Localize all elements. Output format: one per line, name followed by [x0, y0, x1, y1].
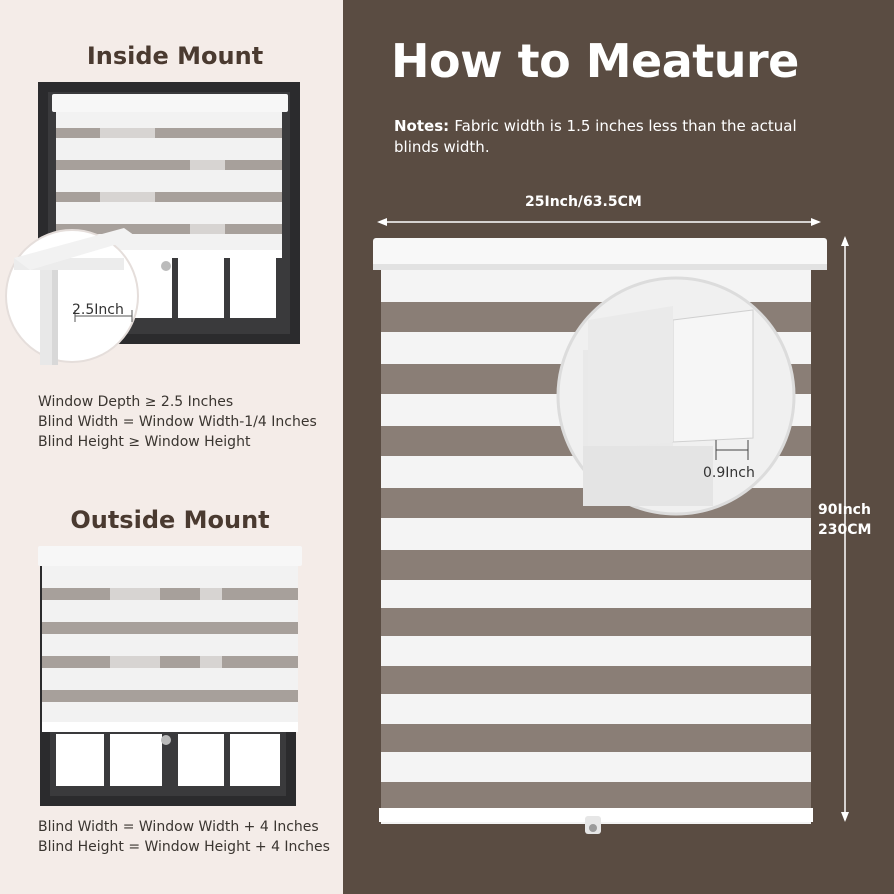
notes-label: Notes: — [394, 117, 450, 135]
inside-depth-callout: 2.5Inch — [72, 302, 124, 318]
large-blind-illustration — [343, 210, 894, 840]
width-label: 25Inch/63.5CM — [525, 194, 642, 210]
outside-mount-rules — [38, 817, 330, 857]
outside-rule: Blind Height = Window Height + 4 Inches — [38, 839, 330, 855]
page-title: How to Meature — [391, 34, 799, 88]
outside-rule: Blind Width = Window Width + 4 Inches — [38, 819, 319, 835]
height-label — [818, 500, 871, 540]
inside-rule: Blind Width = Window Width-1/4 Inches — [38, 414, 317, 430]
height-label-cm: 230CM — [818, 522, 872, 538]
inside-mount-title: Inside Mount — [86, 42, 264, 70]
outside-mount-illustration — [0, 544, 343, 810]
inside-rule: Window Depth ≥ 2.5 Inches — [38, 394, 234, 410]
inside-mount-rules — [38, 392, 317, 452]
height-label-inch: 90Inch — [818, 502, 871, 518]
outside-mount-title: Outside Mount — [70, 506, 270, 534]
notes-text: Fabric width is 1.5 inches less than the actual blinds width. — [394, 117, 797, 156]
gap-callout: 0.9Inch — [703, 465, 755, 481]
notes — [394, 116, 814, 158]
inside-rule: Blind Height ≥ Window Height — [38, 434, 251, 450]
inside-mount-illustration — [0, 78, 343, 388]
